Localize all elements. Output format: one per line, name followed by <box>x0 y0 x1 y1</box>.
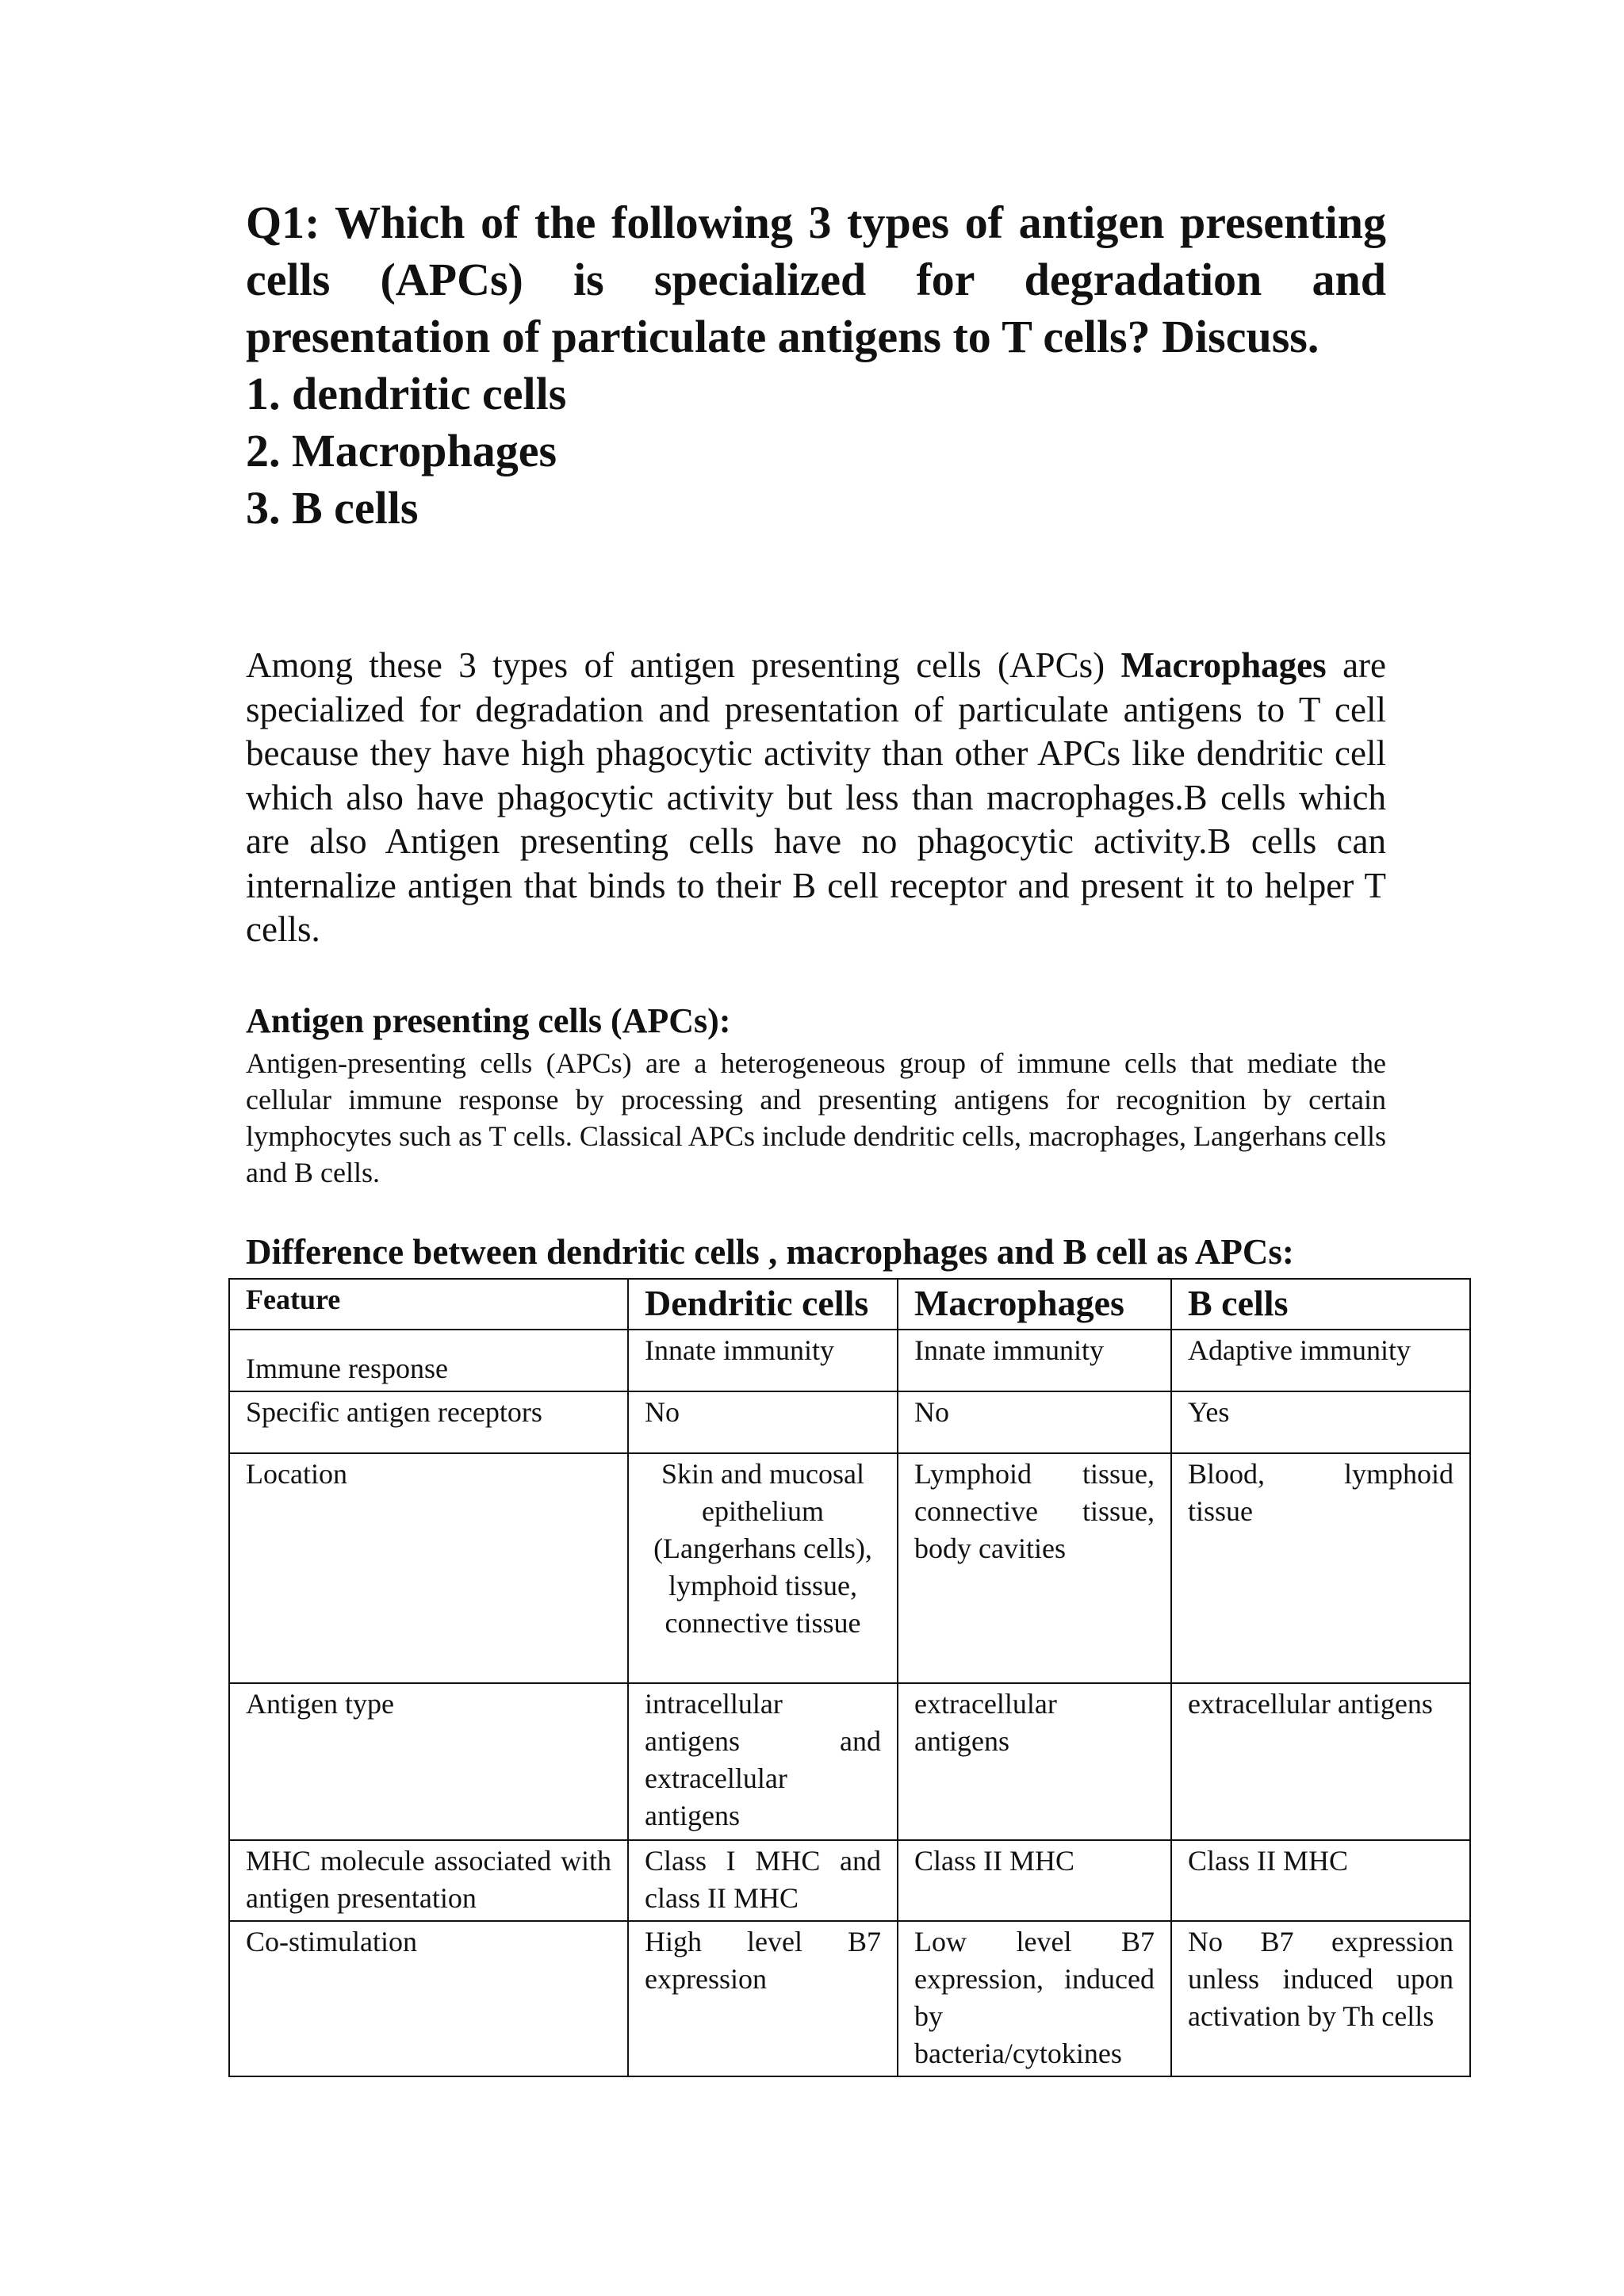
table-cell: extracellular antigens <box>1171 1683 1470 1840</box>
answer-intro: Among these 3 types of antigen presenting cells (APCs) <box>246 645 1121 685</box>
table-row <box>229 1921 1470 2076</box>
table-cell: Low level B7 expression, induced by bacteria/cytokines <box>898 1921 1171 2076</box>
table-cell: intracellular antigens and extracellular antigens <box>628 1683 898 1840</box>
answer-rest: are specialized for degradation and presentation of particulate antigens to T cell because they have high phagocytic activity than other APCs like dendritic cell which also have phagocytic activity but less than macrophages.B cells which are also Antigen presenting cells have no phagocytic activity.B cells can internalize antigen that binds to their B cell receptor and present it to helper T cells. <box>246 645 1386 949</box>
row-label: Location <box>229 1453 628 1683</box>
table-cell: Lymphoid tissue, connective tissue, body cavities <box>898 1453 1171 1683</box>
table-cell: Class II MHC <box>1171 1840 1470 1921</box>
header-cell-dendritic: Dendritic cells <box>628 1279 898 1330</box>
comparison-table <box>228 1278 1471 2077</box>
table-cell: extracellular antigens <box>898 1683 1171 1840</box>
option-item: 2. Macrophages <box>246 425 557 476</box>
table-cell: Adaptive immunity <box>1171 1330 1470 1391</box>
row-label: MHC molecule associated with antigen presentation <box>229 1840 628 1921</box>
table-cell: Innate immunity <box>898 1330 1171 1391</box>
table-row <box>229 1453 1470 1683</box>
apc-paragraph: Antigen-presenting cells (APCs) are a heterogeneous group of immune cells that mediate the cellular immune response by processing and presenting antigens for recognition by certain lymphocytes such as T cells. Classical APCs include dendritic cells, macrophages, Langerhans cells and B cells. <box>246 1047 1386 1188</box>
header-cell-macrophages: Macrophages <box>898 1279 1171 1330</box>
table-row <box>229 1840 1470 1921</box>
table-row <box>229 1683 1470 1840</box>
answer-paragraph <box>246 644 1386 952</box>
table-cell: Class I MHC and class II MHC <box>628 1840 898 1921</box>
table-cell: No <box>898 1391 1171 1453</box>
row-label: Immune response <box>229 1330 628 1391</box>
row-label: Specific antigen receptors <box>229 1391 628 1453</box>
answer-highlight: Macrophages <box>1120 645 1327 685</box>
table-cell: Blood, lymphoid tissue <box>1171 1453 1470 1683</box>
table-cell: Innate immunity <box>628 1330 898 1391</box>
table-cell: Yes <box>1171 1391 1470 1453</box>
option-item: 1. dendritic cells <box>246 368 567 419</box>
header-cell-bcells: B cells <box>1171 1279 1470 1330</box>
table-cell: Skin and mucosal epithelium (Langerhans cells), lymphoid tissue, connective tissue <box>628 1453 898 1683</box>
table-row <box>229 1391 1470 1453</box>
table-heading: Difference between dendritic cells , macrophages and B cell as APCs: <box>246 1232 1294 1272</box>
question-block <box>246 194 1386 537</box>
option-item: 3. B cells <box>246 482 419 534</box>
row-label: Co-stimulation <box>229 1921 628 2076</box>
apc-heading: Antigen presenting cells (APCs): <box>246 1001 731 1040</box>
table-cell: No B7 expression unless induced upon activation by Th cells <box>1171 1921 1470 2076</box>
header-cell-feature: Feature <box>229 1279 628 1330</box>
table-cell: No <box>628 1391 898 1453</box>
table-row <box>229 1330 1470 1391</box>
table-cell: Class II MHC <box>898 1840 1171 1921</box>
row-label: Antigen type <box>229 1683 628 1840</box>
question-text: Q1: Which of the following 3 types of antigen presenting cells (APCs) is specialized for degradation and presentation of particulate antigens to T cells? Discuss. <box>246 197 1386 362</box>
options-list <box>246 365 1386 537</box>
table-header-row <box>229 1279 1470 1330</box>
table-cell: High level B7 expression <box>628 1921 898 2076</box>
